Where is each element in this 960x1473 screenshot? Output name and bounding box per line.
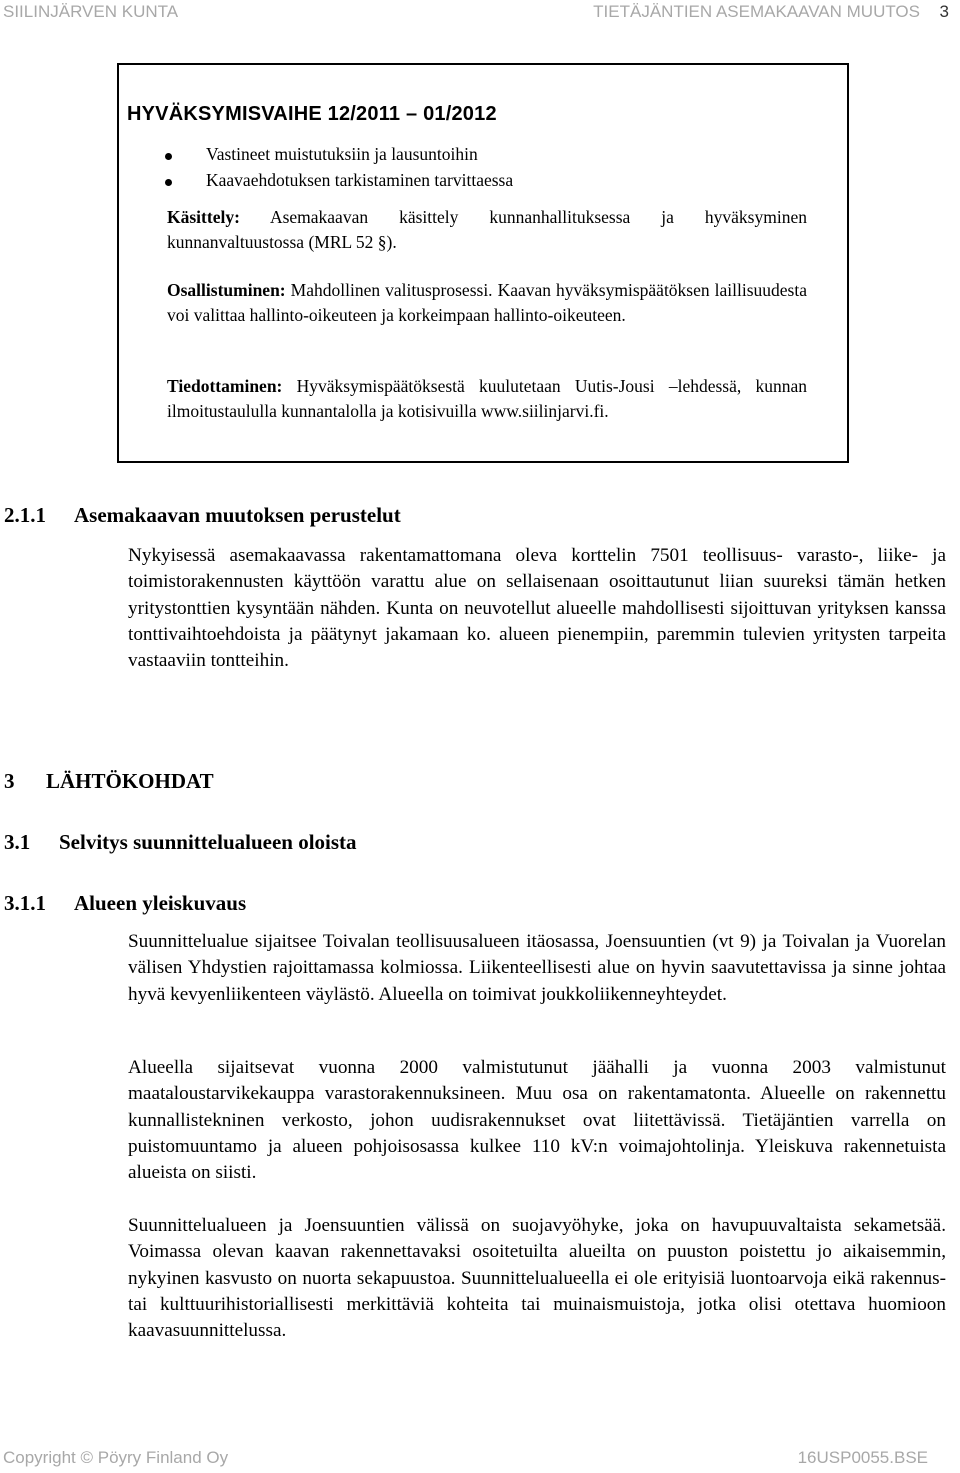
bullet-item: Kaavaehdotuksen tarkistaminen tarvittaessa: [206, 170, 514, 190]
bullet-icon: [165, 153, 172, 160]
header-municipality: SIILINJÄRVEN KUNTA: [3, 2, 179, 21]
header-document-title: TIETÄJÄNTIEN ASEMAKAAVAN MUUTOS: [593, 2, 920, 21]
page-header: [0, 2, 960, 24]
footer-document-code: 16USP0055.BSE: [797, 1448, 928, 1467]
footer-copyright: Copyright © Pöyry Finland Oy: [3, 1448, 229, 1467]
section-number: 2.1.1: [4, 503, 46, 527]
section-3-1-1-paragraph-1: Suunnittelualue sijaitsee Toivalan teollisuusalueen itäosassa, Joensuuntien (vt 9) ja Toivalan ja Vuorelan välisen Yhdystien rajoittamassa kolmiossa. Liikenteellisesti alue on hyvin saavutettavissa ja sinne johtaa hyvä kevyenliikenteen väylästö. Alueella on toimivat joukkoliikenneyhteydet.: [128, 931, 946, 1005]
bullet-icon: [165, 179, 172, 186]
osallistuminen-label: Osallistuminen:: [167, 280, 286, 300]
tiedottaminen-paragraph: [167, 374, 807, 424]
kasittely-paragraph: [167, 205, 807, 255]
kasittely-label: Käsittely:: [167, 207, 240, 227]
section-2-1-1-paragraph: Nykyisessä asemakaavassa rakentamattomana oleva korttelin 7501 teollisuus- varasto-, liike- ja toimistorakennusten käyttöön varattu alue on sellaisenaan osoittautunut liian suureksi tämän hetken yritystonttien kysyntään nähden. Kunta on neuvotellut alueelle mahdollisesti sijoittuvan yrityksen kanssa tonttivaihtoehdoista ja päätynyt jakamaan ko. alueen pienempiin, paremmin tulevien yritysten tarpeita vastaaviin tontteihin.: [128, 545, 946, 672]
section-heading-3: [4, 769, 604, 797]
section-3-1-1-paragraph-3: Suunnittelualueen ja Joensuuntien välissä on suojavyöhyke, joka on havupuuvaltaista sekametsää. Voimassa olevan kaavan rakennettavaksi osoitetuilta alueilta on puuston poistettu jo aikaisemmin, nykyinen kasvusto on nuorta sekapuustoa. Suunnittelualueella ei ole erityisiä luontoarvoja eikä rakennus- tai kulttuurihistoriallisesti merkittäviä kohteita tai muinaismuistoja, jotka olisi otettava huomioon kaavasuunnittelussa.: [128, 1215, 946, 1342]
page-footer: [0, 1448, 960, 1470]
section-number: 3: [4, 769, 15, 793]
kasittely-text: Asemakaavan käsittely kunnanhallituksessa ja hyväksyminen kunnanvaltuustossa (MRL 52 §).: [167, 207, 807, 252]
section-heading-2-1-1: [4, 503, 604, 531]
page-number: 3: [939, 2, 949, 21]
tiedottaminen-label: Tiedottaminen:: [167, 376, 283, 396]
section-title: Alueen yleiskuvaus: [74, 891, 247, 915]
approval-phase-title: HYVÄKSYMISVAIHE 12/2011 – 01/2012: [127, 103, 497, 125]
section-number: 3.1.1: [4, 891, 46, 915]
section-3-1-1-paragraph-2: Alueella sijaitsevat vuonna 2000 valmistutunut jäähalli ja vuonna 2003 valmistunut maataloustarvikekauppa varastorakennuksineen. Muu osa on rakentamatonta. Alueelle on rakennettu kunnallistekninen verkosto, johon uudisrakennukset ovat liitettävissä. Tietäjäntien varrella on puistomuuntamo ja alueen pohjoisosassa kulkee 110 kV:n voimajohtolinja. Yleiskuva rakennetuista alueista on siisti.: [128, 1057, 946, 1184]
bullet-item: Vastineet muistutuksiin ja lausuntoihin: [206, 144, 478, 164]
tiedottaminen-text: Hyväksymispäätöksestä kuulutetaan Uutis-Jousi –lehdessä, kunnan ilmoitustaululla kunnantalolla ja kotisivuilla www.siilinjarvi.fi.: [167, 376, 807, 421]
section-heading-3-1: [4, 830, 604, 858]
section-number: 3.1: [4, 830, 31, 854]
osallistuminen-paragraph: [167, 278, 807, 328]
osallistuminen-text: Mahdollinen valitusprosessi. Kaavan hyväksymispäätöksen laillisuudesta voi valittaa hallinto-oikeuteen ja korkeimpaan hallinto-oikeuteen.: [167, 280, 808, 325]
section-title: Asemakaavan muutoksen perustelut: [74, 503, 401, 527]
section-title: Selvitys suunnittelualueen oloista: [59, 830, 357, 854]
section-heading-3-1-1: [4, 891, 604, 919]
section-title: LÄHTÖKOHDAT: [46, 769, 214, 793]
